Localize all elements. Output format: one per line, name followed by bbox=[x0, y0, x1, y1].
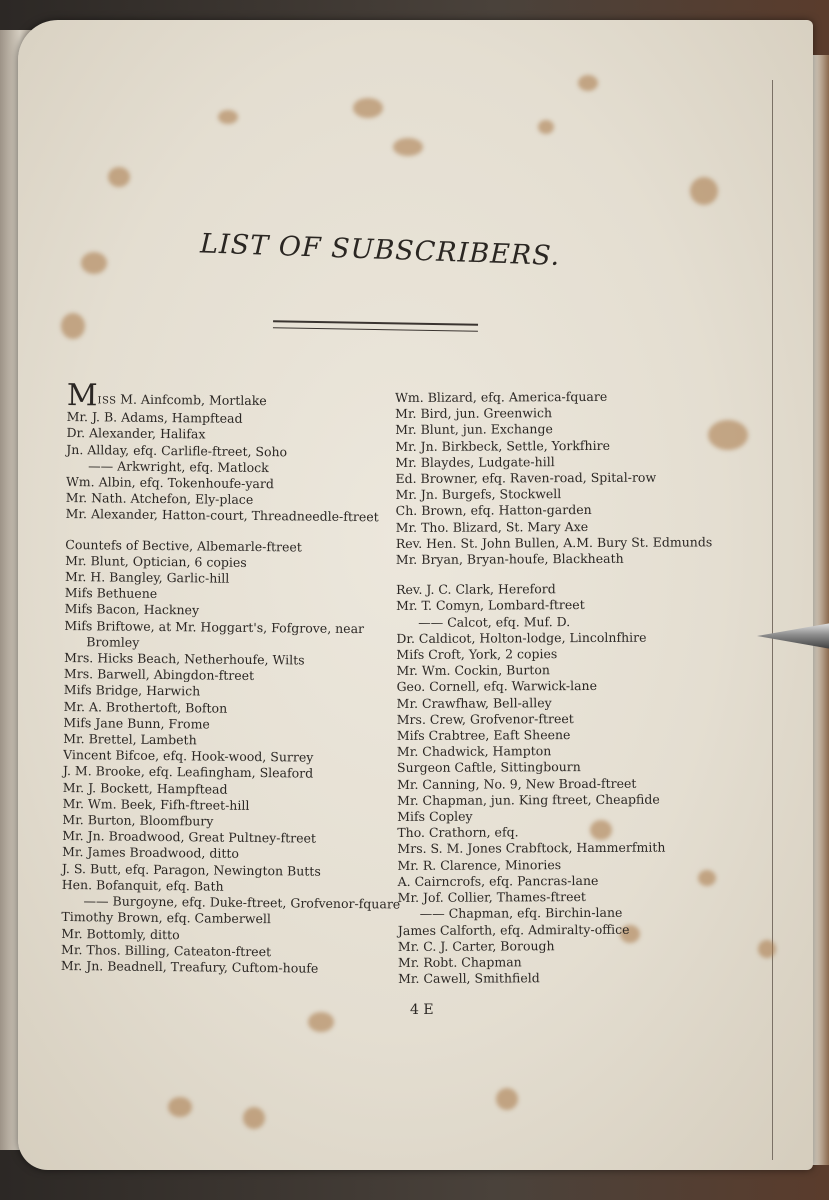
foxing-stain bbox=[538, 120, 554, 134]
subscriber-entry: Rev. Hen. St. John Bullen, A.M. Bury St. Edmunds bbox=[395, 534, 713, 551]
subscriber-entry: Mifs Jane Bunn, Frome bbox=[63, 714, 210, 732]
foxing-stain bbox=[108, 167, 130, 187]
subscriber-entry: Mr. Jof. Collier, Thames-ftreet bbox=[397, 889, 586, 906]
foxing-stain bbox=[61, 313, 85, 339]
subscriber-entry: Mr. J. B. Adams, Hampftead bbox=[66, 409, 243, 427]
subscriber-entry: Wm. Blizard, efq. America-fquare bbox=[395, 388, 608, 405]
subscriber-entry: Dr. Alexander, Halifax bbox=[66, 425, 206, 442]
subscriber-entry: Vincent Bifcoe, efq. Hook-wood, Surrey bbox=[63, 747, 314, 765]
subscriber-entry: Timothy Brown, efq. Camberwell bbox=[61, 909, 272, 927]
foxing-stain bbox=[578, 75, 598, 91]
subscriber-entry: Mr. Wm. Cockin, Burton bbox=[396, 662, 550, 679]
foxing-stain bbox=[690, 177, 718, 205]
subscriber-entry: Mifs Copley bbox=[397, 808, 473, 825]
subscriber-entry: Ch. Brown, efq. Hatton-garden bbox=[395, 502, 592, 519]
subscriber-entry: Mr. Bottomly, ditto bbox=[61, 925, 180, 942]
subscriber-entry: Mr. Robt. Chapman bbox=[397, 954, 522, 970]
subscriber-entry: Mrs. Barwell, Abingdon-ftreet bbox=[63, 666, 255, 684]
subscriber-entry: Mr. Jn. Beadnell, Treafury, Cuftom-houfe bbox=[60, 957, 319, 976]
subscriber-entry: Mifs Bacon, Hackney bbox=[64, 601, 200, 618]
page-title: LIST OF SUBSCRIBERS. bbox=[199, 228, 561, 272]
foxing-stain bbox=[81, 252, 107, 274]
subscriber-name: M. Ainfcomb, Mortlake bbox=[120, 391, 267, 409]
subscriber-entry: Mr. R. Clarence, Minories bbox=[397, 856, 562, 873]
subscriber-entry: Mr. H. Bangley, Garlic-hill bbox=[64, 569, 230, 586]
subscriber-entry: Mr. Blunt, jun. Exchange bbox=[395, 421, 553, 438]
subscriber-list-right-column bbox=[395, 388, 718, 987]
subscriber-entry: J. M. Brooke, efq. Leafingham, Sleaford bbox=[62, 763, 314, 782]
subscriber-entry: Mr. Jn. Broadwood, Great Pultney-ftreet bbox=[62, 828, 317, 846]
subscriber-entry: Mr. Jn. Birkbeck, Settle, Yorkfhire bbox=[395, 437, 610, 454]
subscriber-entry: Mr. Alexander, Hatton-court, Threadneedle-ftreet bbox=[65, 506, 379, 525]
small-caps-text: ISS bbox=[97, 395, 121, 407]
subscriber-entry: Wm. Albin, efq. Tokenhoufe-yard bbox=[65, 474, 274, 492]
foxing-stain bbox=[308, 1012, 334, 1032]
subscriber-entry: Mrs. Hicks Beach, Netherhoufe, Wilts bbox=[64, 650, 305, 668]
subscriber-entry: Mifs Briftowe, at Mr. Hoggart's, Fofgrove, near bbox=[64, 617, 365, 636]
subscriber-entry: Mifs Croft, York, 2 copies bbox=[396, 646, 558, 663]
subscriber-entry: Mr. Blunt, Optician, 6 copies bbox=[65, 552, 247, 570]
foxing-stain bbox=[353, 98, 383, 118]
subscriber-entry: Mrs. Crew, Grofvenor-ftreet bbox=[396, 710, 574, 727]
page-fold-line bbox=[772, 80, 773, 1160]
subscriber-entry: Mr. James Broadwood, ditto bbox=[62, 844, 240, 862]
subscriber-entry: Mr. Bryan, Bryan-houfe, Blackheath bbox=[395, 550, 624, 568]
subscriber-entry bbox=[66, 378, 407, 414]
subscriber-entry: Mr. Blaydes, Ludgate-hill bbox=[395, 453, 555, 470]
subscriber-entry: Bromley bbox=[86, 634, 140, 650]
subscriber-entry: —— Chapman, efq. Birchin-lane bbox=[419, 905, 623, 922]
subscriber-entry: Mr. Thos. Billing, Cateaton-ftreet bbox=[61, 941, 272, 959]
subscriber-entry: —— Burgoyne, efq. Duke-ftreet, Grofvenor-fquare bbox=[83, 893, 401, 912]
subscriber-entry: Mifs Crabtree, Eaft Sheene bbox=[396, 727, 571, 744]
subscriber-entry: Mr. Nath. Atchefon, Ely-place bbox=[65, 490, 254, 508]
subscriber-entry: Mr. J. Bockett, Hampftead bbox=[62, 779, 228, 797]
foxing-stain bbox=[393, 138, 423, 156]
subscriber-entry: Hen. Bofanquit, efq. Bath bbox=[61, 876, 224, 894]
subscriber-entry: James Calforth, efq. Admiralty-office bbox=[397, 921, 630, 938]
subscriber-entry: J. S. Butt, efq. Paragon, Newington Butts bbox=[61, 860, 321, 879]
subscriber-entry: Countefs of Bective, Albemarle-ftreet bbox=[65, 536, 302, 555]
foxing-stain bbox=[168, 1097, 192, 1117]
subscriber-entry: Tho. Crathorn, efq. bbox=[397, 824, 519, 841]
subscriber-entry: —— Arkwright, efq. Matlock bbox=[88, 458, 269, 475]
subscriber-entry: Jn. Allday, efq. Carlifle-ftreet, Soho bbox=[66, 441, 288, 459]
subscriber-entry: Rev. J. C. Clark, Hereford bbox=[396, 581, 556, 598]
subscriber-entry: Mr. Tho. Blizard, St. Mary Axe bbox=[395, 518, 589, 535]
foxing-stain bbox=[218, 110, 238, 124]
subscriber-entry: Dr. Caldicot, Holton-lodge, Lincolnfhire bbox=[396, 629, 647, 646]
signature-mark: 4 E bbox=[410, 1002, 434, 1018]
subscriber-entry: Mr. Burton, Bloomfbury bbox=[62, 812, 214, 829]
subscriber-entry: —— Calcot, efq. Muf. D. bbox=[418, 613, 571, 630]
foxing-stain bbox=[496, 1088, 518, 1110]
subscriber-list-left-column bbox=[60, 378, 407, 978]
subscriber-entry: Mr. Jn. Burgefs, Stockwell bbox=[395, 486, 562, 503]
subscriber-entry: Mr. Brettel, Lambeth bbox=[63, 731, 197, 748]
subscriber-entry: Surgeon Caftle, Sittingbourn bbox=[396, 759, 581, 776]
subscriber-entry: Ed. Browner, efq. Raven-road, Spital-row bbox=[395, 469, 657, 487]
subscriber-entry: Mr. A. Brothertoft, Bofton bbox=[63, 698, 228, 716]
subscriber-entry: Mr. Crawfhaw, Bell-alley bbox=[396, 694, 552, 711]
subscriber-entry: A. Cairncrofs, efq. Pancras-lane bbox=[397, 872, 599, 889]
subscriber-entry: Mr. Cawell, Smithfield bbox=[398, 970, 540, 987]
drop-cap: M bbox=[66, 378, 98, 414]
subscriber-entry: Mr. C. J. Carter, Borough bbox=[397, 937, 555, 954]
subscriber-entry: Mrs. S. M. Jones Crabftock, Hammerfmith bbox=[397, 840, 666, 857]
subscriber-entry: Mifs Bethuene bbox=[64, 585, 158, 602]
subscriber-entry: Mr. Chadwick, Hampton bbox=[396, 743, 552, 760]
subscriber-entry: Mr. Chapman, jun. King ftreet, Cheapfide bbox=[397, 791, 660, 808]
subscriber-entry: Mr. Bird, jun. Greenwich bbox=[395, 405, 553, 422]
subscriber-entry: Mr. Canning, No. 9, New Broad-ftreet bbox=[397, 775, 637, 792]
foxing-stain bbox=[758, 940, 776, 958]
subscriber-entry: Geo. Cornell, efq. Warwick-lane bbox=[396, 678, 598, 695]
subscriber-entry: Mr. Wm. Beek, Fifh-ftreet-hill bbox=[62, 795, 250, 813]
subscriber-entry: Mr. T. Comyn, Lombard-ftreet bbox=[396, 597, 585, 614]
subscriber-entry: Mifs Bridge, Harwich bbox=[63, 682, 201, 699]
foxing-stain bbox=[243, 1107, 265, 1129]
